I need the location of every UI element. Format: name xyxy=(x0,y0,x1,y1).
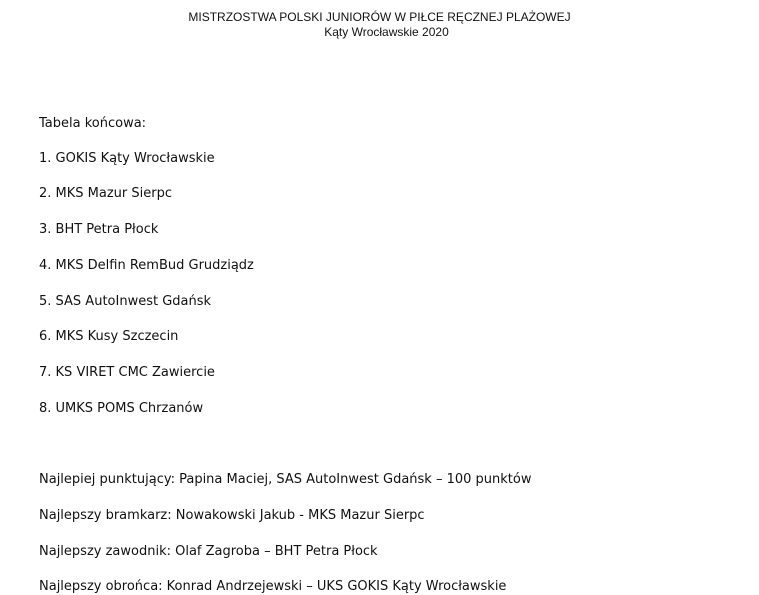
standings-item-8: 8. UMKS POMS Chrzanów xyxy=(39,401,204,416)
award-best-player: Najlepszy zawodnik: Olaf Zagroba – BHT Petra Płock xyxy=(39,544,378,559)
standings-item-4: 4. MKS Delfin RemBud Grudziądz xyxy=(39,258,254,273)
standings-item-2: 2. MKS Mazur Sierpc xyxy=(39,186,172,201)
standings-heading: Tabela końcowa: xyxy=(39,116,147,131)
award-best-defender: Najlepszy obrońca: Konrad Andrzejewski – UKS GOKIS Kąty Wrocławskie xyxy=(39,579,507,594)
standings-item-7: 7. KS VIRET CMC Zawiercie xyxy=(39,365,215,380)
standings-item-6: 6. MKS Kusy Szczecin xyxy=(39,329,179,344)
standings-item-5: 5. SAS AutoInwest Gdańsk xyxy=(39,294,212,309)
award-best-goalkeeper: Najlepszy bramkarz: Nowakowski Jakub - MKS Mazur Sierpc xyxy=(39,508,425,523)
document-subtitle: Kąty Wrocławskie 2020 xyxy=(324,25,449,39)
document-header xyxy=(0,10,759,40)
standings-item-1: 1. GOKIS Kąty Wrocławskie xyxy=(39,151,215,166)
standings-item-3: 3. BHT Petra Płock xyxy=(39,222,159,237)
document-title: MISTRZOSTWA POLSKI JUNIORÓW W PIŁCE RĘCZNEJ PLAŻOWEJ xyxy=(188,10,571,24)
award-top-scorer: Najlepiej punktujący: Papina Maciej, SAS AutoInwest Gdańsk – 100 punktów xyxy=(39,472,532,487)
